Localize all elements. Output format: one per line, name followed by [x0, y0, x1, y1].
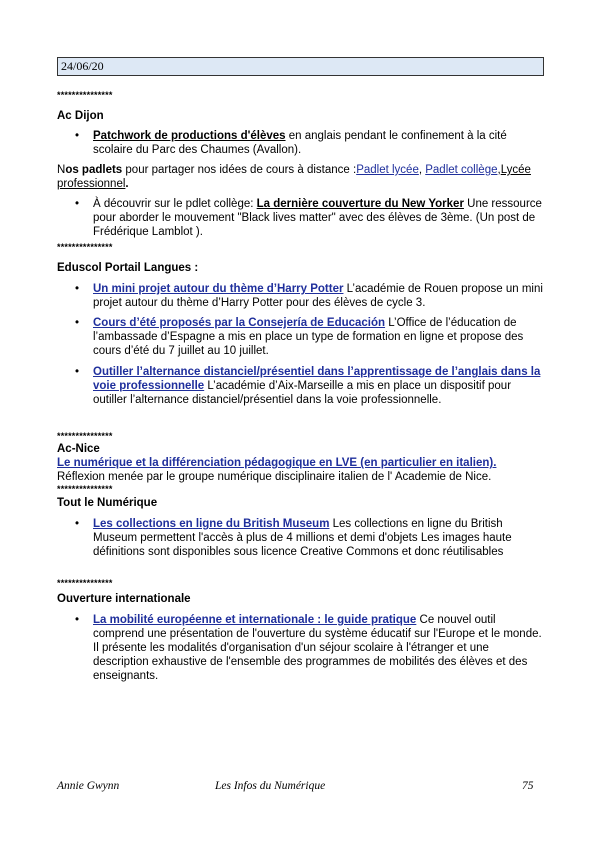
link-padlet-college[interactable]: Padlet collège [425, 164, 498, 176]
separator-stars: *************** [57, 484, 113, 494]
heading-tout-numerique: Tout le Numérique [57, 497, 158, 509]
padlets-text: pour partager nos idées de cours à distance : [122, 164, 357, 176]
link-cours-ete[interactable]: Cours d’été proposés par la Consejería de Educación [93, 317, 386, 329]
item-text: À découvrir sur le pdlet collège: [93, 198, 257, 210]
item-text: en anglais pendant le confinement à la cité scolaire du Parc des Chaumes (Avallon). [93, 130, 507, 156]
text-n: N [57, 164, 66, 176]
ac-nice-text: Réflexion menée par le groupe numérique disciplinaire italien de l' Academie de Nice. [57, 471, 492, 483]
separator-stars: *************** [57, 242, 113, 252]
bullet: • [75, 317, 80, 329]
link-outiller-alternance[interactable]: Outiller l’alternance distanciel/présentiel dans l’apprentissage de l’anglais dans la voie professionnelle [93, 366, 541, 392]
bullet: • [75, 366, 80, 378]
item-text: L’académie d’Aix-Marseille a mis en place un dispositif pour outiller l’alternance distanciel/présentiel dans la voie professionnelle. [93, 380, 512, 406]
list-item [57, 197, 544, 239]
link-lycee-pro[interactable]: Lycée professionnel [57, 164, 531, 190]
link-padlet-lycee[interactable]: Padlet lycée [356, 164, 419, 176]
link-harry-potter[interactable]: Un mini projet autour du thème d’Harry Potter [93, 283, 344, 295]
bullet: • [75, 614, 80, 626]
footer-page-number: 75 [522, 780, 534, 792]
bullet: • [75, 198, 80, 210]
list-item [57, 129, 544, 157]
period: . [125, 178, 129, 190]
bullet: • [75, 518, 80, 530]
padlets-paragraph [57, 163, 544, 191]
separator: , [497, 164, 501, 176]
heading-eduscol: Eduscol Portail Langues : [57, 262, 199, 274]
link-patchwork[interactable]: Patchwork de productions d'élèves [93, 130, 286, 142]
heading-ac-dijon: Ac Dijon [57, 110, 104, 122]
link-mobilite-guide[interactable]: La mobilité européenne et internationale : le guide pratique [93, 614, 417, 626]
item-text: Les collections en ligne du British Museum permettent l'accès à plus de 4 millions et demi d'objets Les images haute définitions sont disponibles sous licence Creative Commons et donc réutilisables [93, 518, 512, 558]
link-new-yorker[interactable]: La dernière couverture du New Yorker [256, 198, 464, 210]
bullet: • [75, 130, 80, 142]
list-item [57, 365, 544, 407]
link-british-museum[interactable]: Les collections en ligne du British Museum [93, 518, 330, 530]
date-box: 24/06/20 [57, 57, 544, 76]
separator-stars: *************** [57, 431, 113, 441]
page-content [57, 57, 544, 683]
item-text: L’académie de Rouen propose un mini projet autour du thème d’Harry Potter pour des élèves de cycle 3. [93, 283, 543, 309]
padlets-bold: os padlets [65, 164, 123, 176]
bullet: • [75, 283, 80, 295]
separator-stars: *************** [57, 90, 113, 100]
page-footer [57, 780, 544, 794]
item-text: L’Office de l’éducation de l’ambassade d’Espagne a mis en place un type de formation en ligne et propose des cours d’été du 7 juillet au 10 juillet. [93, 317, 524, 357]
footer-title: Les Infos du Numérique [215, 780, 326, 792]
link-numerique-differenciation[interactable]: Le numérique et la différenciation pédagogique en LVE (en particulier en italien). [57, 457, 497, 469]
item-text: Une ressource pour aborder le mouvement "Black lives matter" avec des élèves de 3ème. (Un post de Frédérique Lamblot ). [93, 198, 542, 238]
separator: , [418, 164, 426, 176]
list-item [57, 517, 544, 559]
item-text: Ce nouvel outil comprend une présentation de l'ouverture du système éducatif sur l'Europe et le monde. Il présente les modalités d'organisation d'un séjour scolaire à l'étranger et une description exhaustive de l'ensemble des programmes de mobilités des élèves et des enseignants. [93, 614, 542, 682]
list-item [57, 316, 544, 358]
separator-stars: *************** [57, 578, 113, 588]
list-item [57, 282, 544, 310]
list-item [57, 613, 544, 683]
heading-ac-nice: Ac-Nice [57, 443, 100, 455]
footer-author: Annie Gwynn [57, 780, 120, 792]
heading-ouverture: Ouverture internationale [57, 593, 191, 605]
